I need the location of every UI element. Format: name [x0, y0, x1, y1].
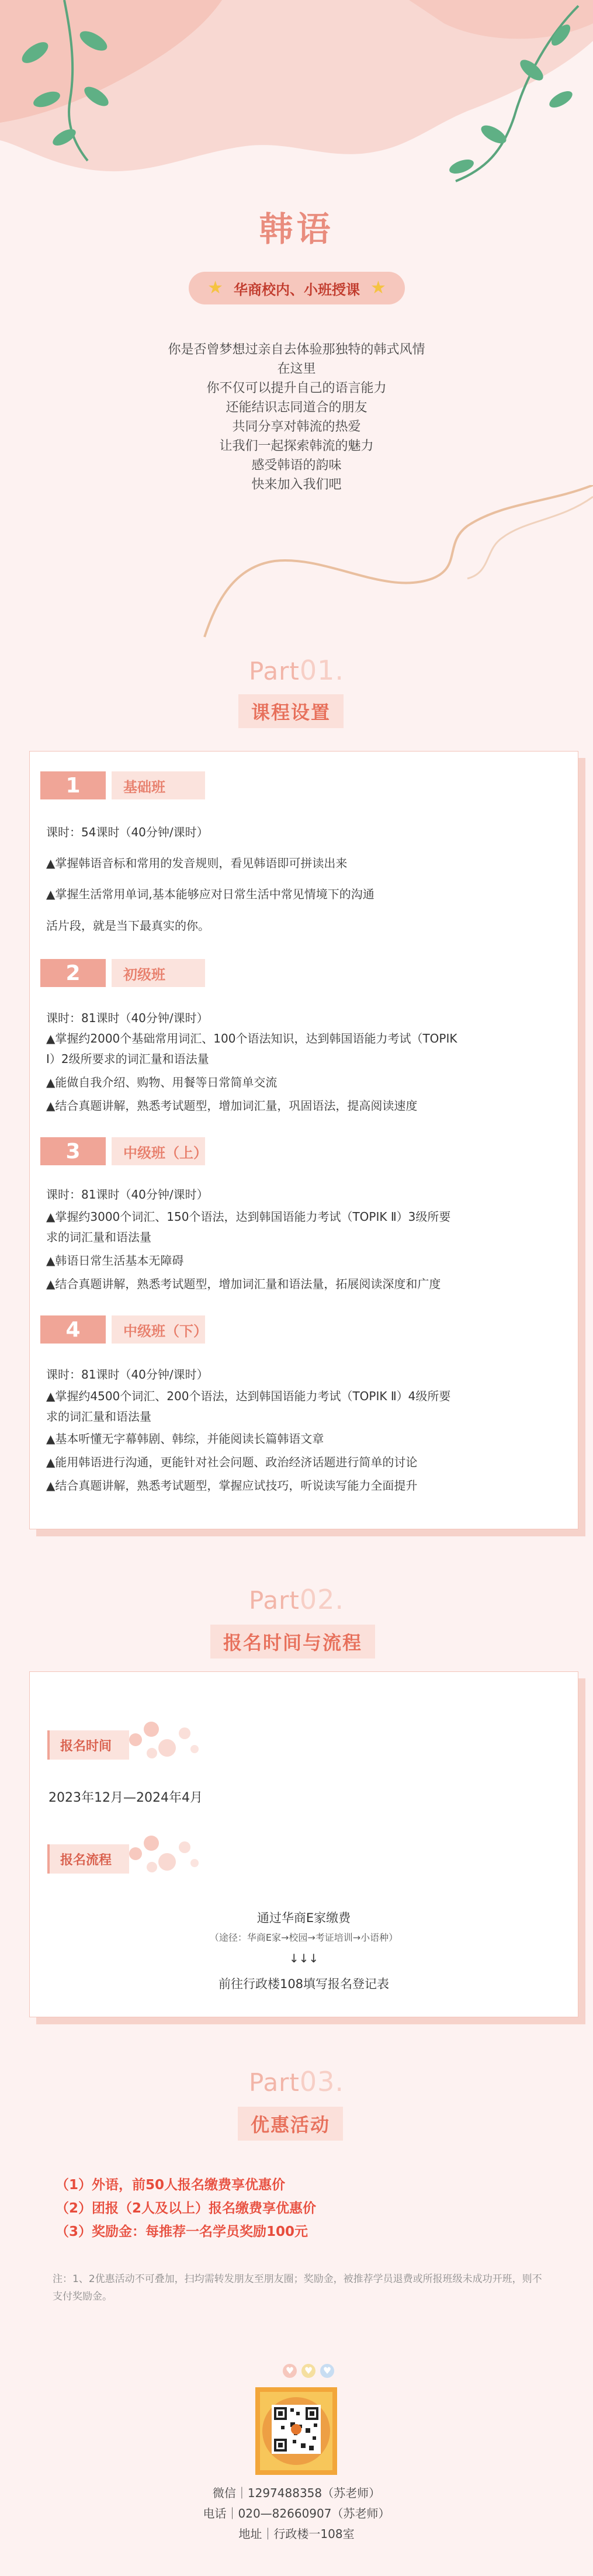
registration-card — [29, 1671, 578, 2017]
star-icon: ★ — [207, 278, 223, 298]
level-text: ▲结合真题讲解，熟悉考试题型，掌握应试技巧，听说读写能力全面提升 — [46, 1479, 418, 1493]
star-icon: ★ — [370, 278, 386, 298]
level-name: 中级班（下） — [112, 1315, 205, 1344]
level-text: Ⅰ）2级所要求的词汇量和语法量 — [46, 1052, 209, 1066]
registration-time-value: 2023年12月—2024年4月 — [48, 1791, 203, 1805]
level-text: ▲掌握约2000个基础常用词汇、100个语法知识，达到韩国语能力考试（TOPIK — [46, 1031, 457, 1045]
part-heading-02 — [0, 1584, 593, 1615]
registration-time-tag: 报名时间 — [47, 1730, 129, 1760]
flow-step-1: 通过华商E家缴费 — [256, 1911, 351, 1925]
promo-note: 注：1、2优惠活动不可叠加，扫均需转发朋友至朋友圈；奖励金，被推荐学员退费或所报班级未成功开班，则不支付奖励金。 — [53, 2273, 542, 2303]
footer-address: 地址｜行政楼一108室 — [238, 2527, 355, 2541]
level-name: 初级班 — [112, 959, 205, 987]
level-number: 2 — [40, 959, 106, 987]
level-text: ▲掌握约3000个词汇、150个语法，达到韩国语能力考试（TOPIK Ⅱ）3级所要 — [46, 1210, 451, 1224]
part-number: 02. — [299, 1584, 345, 1615]
promo-item: （1）外语，前50人报名缴费享优惠价 — [56, 2177, 286, 2193]
level-name: 基础班 — [112, 771, 205, 799]
level-text: ▲基本听懂无字幕韩剧、韩综，并能阅读长篇韩语文章 — [46, 1432, 324, 1446]
dots-decoration — [123, 1830, 211, 1888]
level-text: 求的词汇量和语法量 — [46, 1230, 151, 1244]
level-text: 活片段，就是当下最真实的你。 — [46, 919, 210, 933]
flow-step-2: 前往行政楼108填写报名登记表 — [218, 1977, 390, 1991]
flow-path: （途径：华商E家→校园→考证培训→小语种） — [209, 1932, 398, 1943]
promo-item: （3）奖励金：每推荐一名学员奖励100元 — [56, 2224, 308, 2239]
intro-line: 感受韩语的韵味 — [251, 458, 342, 473]
level-text: ▲能用韩语进行沟通，更能针对社会问题、政治经济话题进行简单的讨论 — [46, 1455, 418, 1469]
part-word: Part — [248, 657, 300, 685]
part-number: 03. — [299, 2066, 345, 2097]
heart-icon: ♥ — [320, 2364, 334, 2378]
part-heading-01 — [0, 655, 593, 686]
section-title-registration: 报名时间与流程 — [210, 1625, 375, 1659]
level-text: ▲结合真题讲解，熟悉考试题型，增加词汇量，巩固语法，提高阅读速度 — [46, 1099, 418, 1113]
level-text: 课时：81课时（40分钟/课时） — [46, 1367, 209, 1382]
promo-item: （2）团报（2人及以上）报名缴费享优惠价 — [56, 2201, 317, 2216]
registration-flow-tag: 报名流程 — [47, 1844, 129, 1874]
level-text: 课时：54课时（40分钟/课时） — [46, 825, 209, 839]
level-text: ▲能做自我介绍、购物、用餐等日常简单交流 — [46, 1075, 278, 1089]
wavy-line-decoration — [0, 485, 593, 643]
intro-line: 还能结识志同道合的朋友 — [226, 400, 367, 415]
footer-phone: 电话｜020—82660907（苏老师） — [203, 2506, 390, 2520]
page-title: 韩语 — [259, 209, 334, 249]
heart-icon: ♥ — [283, 2364, 297, 2378]
flow-arrows: ↓↓↓ — [289, 1951, 319, 1965]
intro-text — [0, 340, 593, 494]
subtitle-text: 华商校内、小班授课 — [234, 281, 360, 298]
subtitle-badge — [189, 272, 405, 304]
part-number: 01. — [299, 655, 345, 686]
level-text: 课时：81课时（40分钟/课时） — [46, 1011, 209, 1025]
part-word: Part — [248, 2068, 300, 2097]
level-text: ▲韩语日常生活基本无障碍 — [46, 1254, 184, 1268]
dots-decoration — [123, 1716, 211, 1774]
level-text: ▲掌握韩语音标和常用的发音规则，看见韩语即可拼读出来 — [46, 856, 348, 870]
level-text: ▲掌握约4500个词汇、200个语法，达到韩国语能力考试（TOPIK Ⅱ）4级所要 — [46, 1389, 451, 1403]
intro-line: 你不仅可以提升自己的语言能力 — [206, 381, 387, 396]
heart-icon: ♥ — [301, 2364, 315, 2378]
section-title-promotion: 优惠活动 — [238, 2107, 343, 2141]
level-text: ▲结合真题讲解，熟悉考试题型，增加词汇量和语法量，拓展阅读深度和广度 — [46, 1277, 441, 1291]
level-name: 中级班（上） — [112, 1137, 205, 1165]
level-text: 课时：81课时（40分钟/课时） — [46, 1187, 209, 1202]
intro-line: 共同分享对韩流的热爱 — [232, 420, 361, 434]
heart-icons — [280, 2364, 337, 2378]
level-text: 求的词汇量和语法量 — [46, 1410, 151, 1424]
header-decoration — [0, 0, 593, 193]
level-text: ▲掌握生活常用单词,基本能够应对日常生活中常见情境下的沟通 — [46, 887, 374, 901]
intro-line: 你是否曾梦想过亲自去体验那独特的韩式风情 — [168, 342, 425, 357]
qr-code-image — [255, 2387, 337, 2475]
part-heading-03 — [0, 2066, 593, 2097]
intro-line: 在这里 — [277, 362, 316, 376]
level-number: 1 — [40, 771, 106, 799]
intro-line: 让我们一起探索韩流的魅力 — [219, 439, 374, 453]
level-number: 3 — [40, 1137, 106, 1165]
intro-line: 快来加入我们吧 — [251, 477, 342, 492]
section-title-course: 课程设置 — [238, 694, 344, 728]
part-word: Part — [248, 1586, 300, 1615]
footer-wechat: 微信｜1297488358（苏老师） — [212, 2486, 381, 2500]
level-number: 4 — [40, 1315, 106, 1344]
course-card — [29, 751, 578, 1529]
